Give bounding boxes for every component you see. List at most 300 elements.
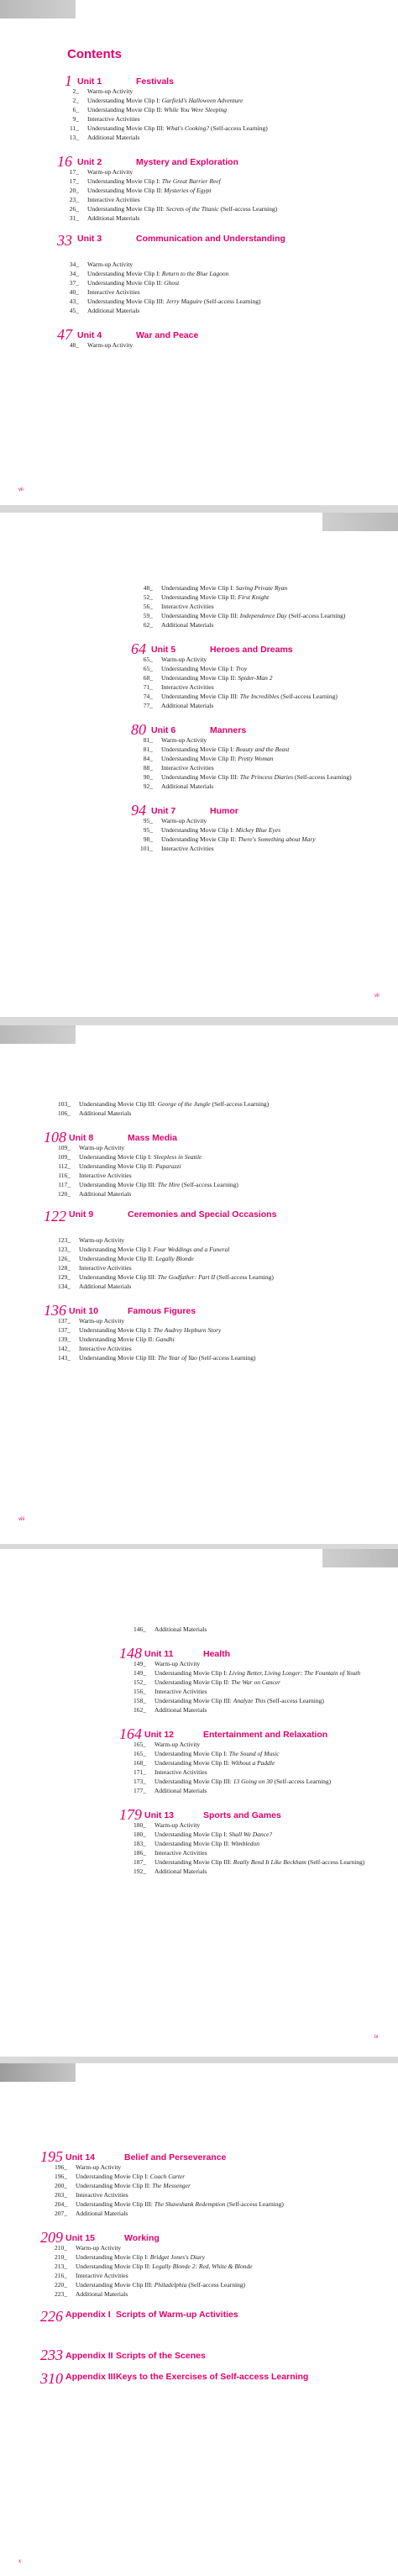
entry-title: Understanding Movie Clip III: — [76, 2281, 154, 2289]
unit-title — [65, 2234, 317, 2243]
toc-entry — [52, 87, 388, 96]
entry-title: Warm-up Activity — [154, 1821, 201, 1829]
unit-title — [144, 1650, 388, 1659]
toc-column — [52, 47, 388, 350]
toc-entry — [126, 693, 386, 701]
toc-entry — [126, 674, 386, 682]
unit-start-page: 209 — [40, 2229, 63, 2246]
entry-title: Understanding Movie Clip II: — [79, 1335, 156, 1343]
unit-section — [126, 801, 386, 853]
entry-title: Understanding Movie Clip II: — [161, 835, 238, 843]
toc-entry — [52, 177, 388, 186]
unit-label: Unit 10 — [69, 1306, 99, 1316]
unit-label: Unit 4 — [77, 330, 102, 340]
toc-entry — [44, 1109, 321, 1118]
entry-page-number: 177 _ — [129, 1787, 146, 1795]
entry-page-number: 48 _ — [136, 584, 153, 593]
entry-film-title: Bridget Jones's Diary — [149, 2253, 206, 2261]
unit-name: Manners — [210, 725, 247, 735]
unit-heading — [40, 2147, 317, 2165]
entry-page-number: 77 _ — [136, 702, 153, 710]
unit-start-page: 80 — [131, 721, 146, 738]
entry-title: Additional Materials — [161, 782, 214, 790]
unit-section — [44, 1301, 321, 1362]
unit-name: Entertainment and Relaxation — [203, 1730, 328, 1740]
entry-note: (Self-access Learning) — [180, 1181, 238, 1188]
entry-film-title: The Godfather: Part II — [157, 1273, 216, 1281]
toc-entry — [126, 764, 386, 772]
toc-entry — [52, 124, 388, 133]
corner-tab — [0, 2063, 76, 2082]
toc-entry — [119, 1821, 388, 1830]
toc-entry — [119, 1858, 388, 1867]
toc-entry — [44, 1144, 321, 1152]
unit-title — [77, 331, 388, 340]
entry-title: Understanding Movie Clip III: — [79, 1181, 158, 1188]
unit-start-page: 122 — [44, 1208, 66, 1225]
unit-title — [65, 2310, 317, 2320]
entry-title: Additional Materials — [76, 2210, 128, 2217]
entry-page-number: 220 _ — [50, 2281, 67, 2289]
unit-section — [119, 1805, 388, 1876]
toc-entry — [52, 270, 388, 278]
toc-entry — [119, 1787, 388, 1795]
unit-label: Unit 2 — [77, 157, 102, 167]
toc-entry — [40, 2263, 317, 2271]
entry-title: Additional Materials — [87, 307, 140, 314]
entry-title: Interactive Activities — [79, 1264, 132, 1272]
entry-page-number: 196 _ — [50, 2173, 67, 2181]
toc-entry — [126, 683, 386, 692]
toc-entry — [126, 755, 386, 763]
toc-entry — [52, 279, 388, 287]
toc-entry — [126, 702, 386, 710]
unit-section — [40, 2228, 317, 2299]
entry-title: Understanding Movie Clip II: — [154, 1759, 232, 1767]
toc-entry — [44, 1354, 321, 1362]
entry-page-number: 149 _ — [129, 1669, 146, 1678]
entry-page-number: 146 _ — [129, 1625, 146, 1634]
entry-page-number: 45 _ — [62, 307, 79, 315]
unit-title — [77, 234, 388, 244]
entry-title: Interactive Activities — [154, 1688, 207, 1695]
page-number: vii — [18, 487, 24, 493]
unit-heading — [52, 152, 388, 170]
unit-section — [52, 325, 388, 350]
unit-heading — [119, 1644, 388, 1662]
entry-film-title: Gandhi — [155, 1335, 175, 1343]
unit-heading — [126, 640, 386, 655]
toc-entry — [44, 1162, 321, 1171]
entry-title: Understanding Movie Clip III: — [76, 2200, 154, 2208]
toc-entry — [40, 2281, 317, 2289]
entry-page-number: 26 _ — [62, 205, 79, 213]
entry-title: Warm-up Activity — [161, 817, 207, 824]
toc-entry — [119, 1669, 388, 1678]
toc-entry — [44, 1255, 321, 1263]
entry-note: (Self-access Learning) — [210, 1100, 270, 1108]
entry-page-number: 134 _ — [54, 1283, 71, 1291]
entry-title: Understanding Movie Clip II: — [87, 187, 165, 194]
entry-page-number: 180 _ — [129, 1831, 146, 1839]
entry-page-number: 186 _ — [129, 1849, 146, 1857]
entry-title: Interactive Activities — [161, 845, 214, 852]
unit-title — [69, 1210, 321, 1220]
entry-page-number: 88 _ — [136, 764, 153, 772]
toc-entry — [126, 782, 386, 791]
entry-title: Additional Materials — [87, 134, 140, 141]
toc-entry — [119, 1768, 388, 1777]
appendix-section — [40, 2371, 317, 2398]
toc-entry — [119, 1697, 388, 1705]
entry-film-title: The Great Barrier Reef — [161, 177, 221, 185]
unit-label: Unit 12 — [144, 1730, 175, 1740]
unit-label: Appendix III — [65, 2372, 116, 2382]
entry-title: Additional Materials — [154, 1867, 207, 1875]
unit-start-page: 94 — [131, 802, 146, 819]
entry-title: Understanding Movie Clip II: — [161, 593, 238, 601]
entry-film-title: Coach Carter — [149, 2173, 186, 2180]
unit-section — [126, 640, 386, 710]
toc-entry — [40, 2163, 317, 2172]
entry-title: Interactive Activities — [87, 115, 140, 123]
entry-film-title: Paparazzi — [155, 1162, 181, 1170]
entry-title: Warm-up Activity — [79, 1317, 125, 1325]
entry-film-title: Analyze This — [233, 1697, 266, 1704]
toc-entry — [52, 115, 388, 124]
entry-title: Understanding Movie Clip III: — [79, 1273, 158, 1281]
entry-page-number: 81 _ — [136, 745, 153, 754]
unit-section — [119, 1644, 388, 1715]
entry-title: Understanding Movie Clip I: — [79, 1153, 154, 1161]
entry-page-number: 68 _ — [136, 674, 153, 682]
entry-page-number: 165 _ — [129, 1741, 146, 1749]
entry-title: Interactive Activities — [87, 196, 140, 203]
toc-entry — [44, 1345, 321, 1353]
entry-title: Understanding Movie Clip II: — [154, 1840, 232, 1847]
toc-entry — [119, 1625, 388, 1634]
entry-title: Warm-up Activity — [154, 1741, 201, 1748]
entry-page-number: 43 _ — [62, 298, 79, 306]
contents-title: Contents — [67, 47, 122, 61]
entry-film-title: Spider-Man 2 — [238, 674, 273, 682]
entry-title: Interactive Activities — [79, 1172, 132, 1179]
entry-title: Additional Materials — [161, 702, 214, 709]
entry-film-title: The Shawshank Redemption — [154, 2200, 226, 2208]
unit-start-page: 226 — [40, 2308, 63, 2325]
entry-page-number: 95 _ — [136, 817, 153, 825]
unit-label: Appendix II — [65, 2351, 113, 2361]
unit-start-page: 64 — [131, 640, 146, 657]
entry-page-number: 142 _ — [54, 1345, 71, 1353]
entry-film-title: Ghost — [164, 279, 180, 287]
entry-film-title: Really Bend It Like Beckham — [233, 1858, 306, 1866]
entry-note: (Self-access Learning) — [196, 1354, 256, 1362]
entry-page-number: 106 _ — [54, 1109, 71, 1118]
entry-page-number: 109 _ — [54, 1144, 71, 1152]
entry-page-number: 210 _ — [50, 2253, 67, 2262]
entry-note: (Self-access Learning) — [286, 612, 346, 619]
toc-entry — [44, 1100, 321, 1109]
entry-film-title: First Knight — [238, 593, 270, 601]
unit-heading — [52, 71, 388, 87]
entry-film-title: The Hire — [157, 1181, 181, 1188]
unit-start-page: 195 — [40, 2148, 63, 2165]
toc-entry — [44, 1326, 321, 1335]
toc-entry — [126, 612, 386, 620]
entry-film-title: Without a Paddle — [231, 1759, 275, 1767]
toc-column — [119, 1625, 388, 1876]
unit-name: Communication and Understanding — [136, 234, 285, 244]
entry-title: Warm-up Activity — [161, 656, 207, 663]
entry-title: Understanding Movie Clip III: — [87, 298, 166, 305]
entry-page-number: 34 _ — [62, 261, 79, 269]
entry-page-number: 20 _ — [62, 187, 79, 195]
corner-tab — [322, 1549, 398, 1567]
unit-heading — [40, 2228, 317, 2246]
unit-heading — [52, 325, 388, 343]
toc-page-4 — [0, 1549, 398, 2057]
unit-label: Unit 1 — [77, 76, 102, 87]
entry-title: Warm-up Activity — [87, 87, 134, 95]
unit-heading — [126, 720, 386, 738]
unit-heading — [40, 2309, 317, 2336]
unit-section — [119, 1725, 388, 1795]
entry-title: Understanding Movie Clip I: — [154, 1669, 229, 1677]
toc-page-3 — [0, 1025, 398, 1544]
entry-page-number: 116 _ — [54, 1172, 71, 1180]
unit-label: Unit 7 — [151, 806, 176, 816]
entry-title: Warm-up Activity — [79, 1236, 125, 1244]
unit-name: Festivals — [136, 76, 174, 87]
entry-film-title: Living Better, Living Longer: The Fountain of Youth — [228, 1669, 361, 1677]
unit-name: Health — [203, 1649, 231, 1659]
toc-entry — [119, 1778, 388, 1786]
entry-film-title: The Year of Yao — [157, 1354, 197, 1362]
entry-title: Understanding Movie Clip III: — [79, 1354, 158, 1362]
toc-page-2 — [0, 513, 398, 1017]
unit-heading — [119, 1805, 388, 1823]
toc-entry — [44, 1153, 321, 1162]
unit-title — [69, 1307, 321, 1316]
entry-page-number: 149 _ — [129, 1660, 146, 1668]
entry-film-title: Legally Blonde — [155, 1255, 194, 1262]
entry-film-title: Secrets of the Titanic — [165, 205, 219, 213]
entry-page-number: 62 _ — [136, 621, 153, 630]
toc-entry — [119, 1867, 388, 1876]
entry-title: Interactive Activities — [154, 1768, 207, 1776]
entry-page-number: 158 _ — [129, 1697, 146, 1705]
unit-name: Belief and Perseverance — [124, 2152, 227, 2162]
entry-page-number: 84 _ — [136, 755, 153, 763]
toc-entry — [52, 168, 388, 176]
unit-title — [151, 726, 386, 735]
toc-entry — [40, 2210, 317, 2218]
entry-page-number: 98 _ — [136, 835, 153, 844]
entry-page-number: 204 _ — [50, 2200, 67, 2209]
unit-label: Unit 9 — [69, 1209, 94, 1220]
corner-tab — [0, 1025, 76, 1044]
entry-page-number: 17 _ — [62, 168, 79, 176]
entry-page-number: 37 _ — [62, 279, 79, 287]
unit-name: Mystery and Exploration — [136, 157, 238, 167]
unit-title — [65, 2352, 317, 2361]
entry-page-number: 180 _ — [129, 1821, 146, 1830]
toc-column — [126, 583, 386, 853]
entry-title: Additional Materials — [79, 1283, 132, 1290]
entry-title: Warm-up Activity — [87, 168, 134, 176]
toc-entry — [119, 1678, 388, 1687]
entry-title: Understanding Movie Clip I: — [79, 1326, 154, 1334]
unit-heading — [40, 2371, 317, 2398]
toc-entry — [40, 2182, 317, 2190]
unit-start-page: 16 — [57, 153, 72, 170]
appendix-section — [40, 2346, 317, 2361]
toc-entry — [44, 1181, 321, 1189]
entry-title: Understanding Movie Clip I: — [87, 270, 162, 277]
entry-title: Understanding Movie Clip III: — [79, 1100, 158, 1108]
entry-page-number: 9 _ — [62, 115, 79, 124]
entry-title: Additional Materials — [87, 214, 140, 222]
unit-name: Sports and Games — [203, 1810, 281, 1820]
unit-section — [52, 71, 388, 142]
entry-title: Additional Materials — [76, 2290, 128, 2298]
entry-title: Understanding Movie Clip III: — [161, 612, 240, 619]
entry-page-number: 216 _ — [50, 2272, 67, 2280]
unit-label: Unit 5 — [151, 645, 176, 655]
entry-film-title: Wimbledon — [231, 1840, 259, 1847]
toc-entry — [126, 665, 386, 673]
entry-film-title: Philadelphia — [154, 2281, 187, 2289]
page-number: ix — [374, 2035, 379, 2040]
toc-entry — [40, 2290, 317, 2299]
entry-page-number: 117 _ — [54, 1181, 71, 1189]
entry-note: (Self-access Learning) — [209, 124, 268, 132]
entry-page-number: 56 _ — [136, 603, 153, 611]
entry-film-title: Shall We Dance? — [228, 1831, 273, 1838]
toc-entry — [119, 1759, 388, 1767]
entry-title: Understanding Movie Clip I: — [161, 665, 236, 672]
toc-entry — [40, 2253, 317, 2262]
unit-name: Keys to the Exercises of Self-access Learning — [116, 2372, 309, 2382]
entry-title: Understanding Movie Clip I: — [161, 826, 236, 834]
entry-title: Warm-up Activity — [76, 2163, 122, 2171]
unit-name: Heroes and Dreams — [210, 645, 293, 655]
unit-name: Scripts of Warm-up Activities — [116, 2310, 238, 2320]
unit-label: Unit 15 — [65, 2233, 96, 2243]
entry-note: (Self-access Learning) — [279, 693, 338, 700]
toc-entry — [44, 1246, 321, 1254]
unit-title — [151, 807, 386, 816]
entry-title: Additional Materials — [161, 621, 214, 629]
entry-title: Understanding Movie Clip I: — [87, 97, 162, 104]
entry-page-number: 103 _ — [54, 1100, 71, 1109]
entry-page-number: 65 _ — [136, 656, 153, 664]
toc-entry — [52, 97, 388, 105]
entry-title: Understanding Movie Clip I: — [79, 1246, 154, 1253]
unit-section — [44, 1209, 321, 1291]
entry-page-number: 101 _ — [136, 845, 153, 853]
unit-label: Unit 8 — [69, 1133, 94, 1143]
entry-note: (Self-access Learning) — [215, 1273, 274, 1281]
entry-film-title: Pretty Woman — [238, 755, 274, 762]
entry-film-title: The Messenger — [152, 2182, 191, 2189]
toc-entry — [126, 621, 386, 630]
unit-label: Unit 11 — [144, 1649, 174, 1659]
toc-entry — [119, 1660, 388, 1668]
toc-entry — [52, 214, 388, 223]
entry-page-number: 40 _ — [62, 288, 79, 297]
unit-title — [77, 77, 388, 87]
entry-film-title: The Incredibles — [239, 693, 280, 700]
entry-page-number: 207 _ — [50, 2210, 67, 2218]
entry-title: Warm-up Activity — [76, 2244, 122, 2252]
entry-film-title: Four Weddings and a Funeral — [153, 1246, 230, 1253]
toc-entry — [119, 1849, 388, 1857]
entry-film-title: Mickey Blue Eyes — [235, 826, 281, 834]
entry-page-number: 71 _ — [136, 683, 153, 692]
entry-page-number: 210 _ — [50, 2244, 67, 2252]
toc-entry — [44, 1335, 321, 1344]
toc-entry — [126, 835, 386, 844]
corner-tab — [0, 0, 76, 18]
entry-note: (Self-access Learning) — [218, 205, 278, 213]
page-number: x — [18, 2559, 21, 2564]
entry-film-title: Legally Blonde 2: Red, White & Blonde — [152, 2263, 253, 2270]
unit-title — [77, 158, 388, 167]
toc-entry — [119, 1741, 388, 1749]
toc-entry — [119, 1750, 388, 1758]
toc-entry — [52, 341, 388, 350]
toc-entry — [52, 205, 388, 213]
unit-title — [65, 2373, 317, 2382]
entry-title: Warm-up Activity — [154, 1660, 201, 1667]
unit-heading — [126, 801, 386, 819]
entry-title: Interactive Activities — [154, 1849, 207, 1857]
entry-title: Understanding Movie Clip III: — [161, 693, 240, 700]
entry-title: Understanding Movie Clip I: — [76, 2253, 150, 2261]
toc-entry — [52, 307, 388, 315]
entry-page-number: 162 _ — [129, 1706, 146, 1715]
entry-page-number: 173 _ — [129, 1778, 146, 1786]
entry-page-number: 165 _ — [129, 1750, 146, 1758]
unit-title — [69, 1134, 321, 1143]
toc-entry — [40, 2173, 317, 2181]
entry-page-number: 143 _ — [54, 1354, 71, 1362]
unit-start-page: 164 — [119, 1725, 142, 1742]
entry-note: (Self-access Learning) — [202, 298, 261, 305]
entry-title: Interactive Activities — [161, 683, 214, 691]
entry-title: Understanding Movie Clip III: — [87, 124, 166, 132]
entry-note: (Self-access Learning) — [293, 773, 352, 781]
entry-page-number: 139 _ — [54, 1335, 71, 1344]
entry-page-number: 81 _ — [136, 736, 153, 745]
entry-film-title: Sleepless in Seattle — [153, 1153, 202, 1161]
entry-title: Additional Materials — [154, 1787, 207, 1794]
entry-page-number: 168 _ — [129, 1759, 146, 1767]
toc-column — [44, 1099, 321, 1362]
entry-title: Additional Materials — [154, 1625, 207, 1633]
entry-title: Additional Materials — [79, 1190, 132, 1198]
entry-page-number: 48 _ — [62, 341, 79, 350]
toc-entry — [126, 773, 386, 782]
entry-film-title: The Audrey Hepburn Story — [153, 1326, 222, 1334]
entry-title: Understanding Movie Clip II: — [79, 1255, 156, 1262]
entry-page-number: 120 _ — [54, 1190, 71, 1198]
entry-film-title: George of the Jungle — [157, 1100, 211, 1108]
toc-entry — [119, 1688, 388, 1696]
unit-section — [126, 720, 386, 791]
